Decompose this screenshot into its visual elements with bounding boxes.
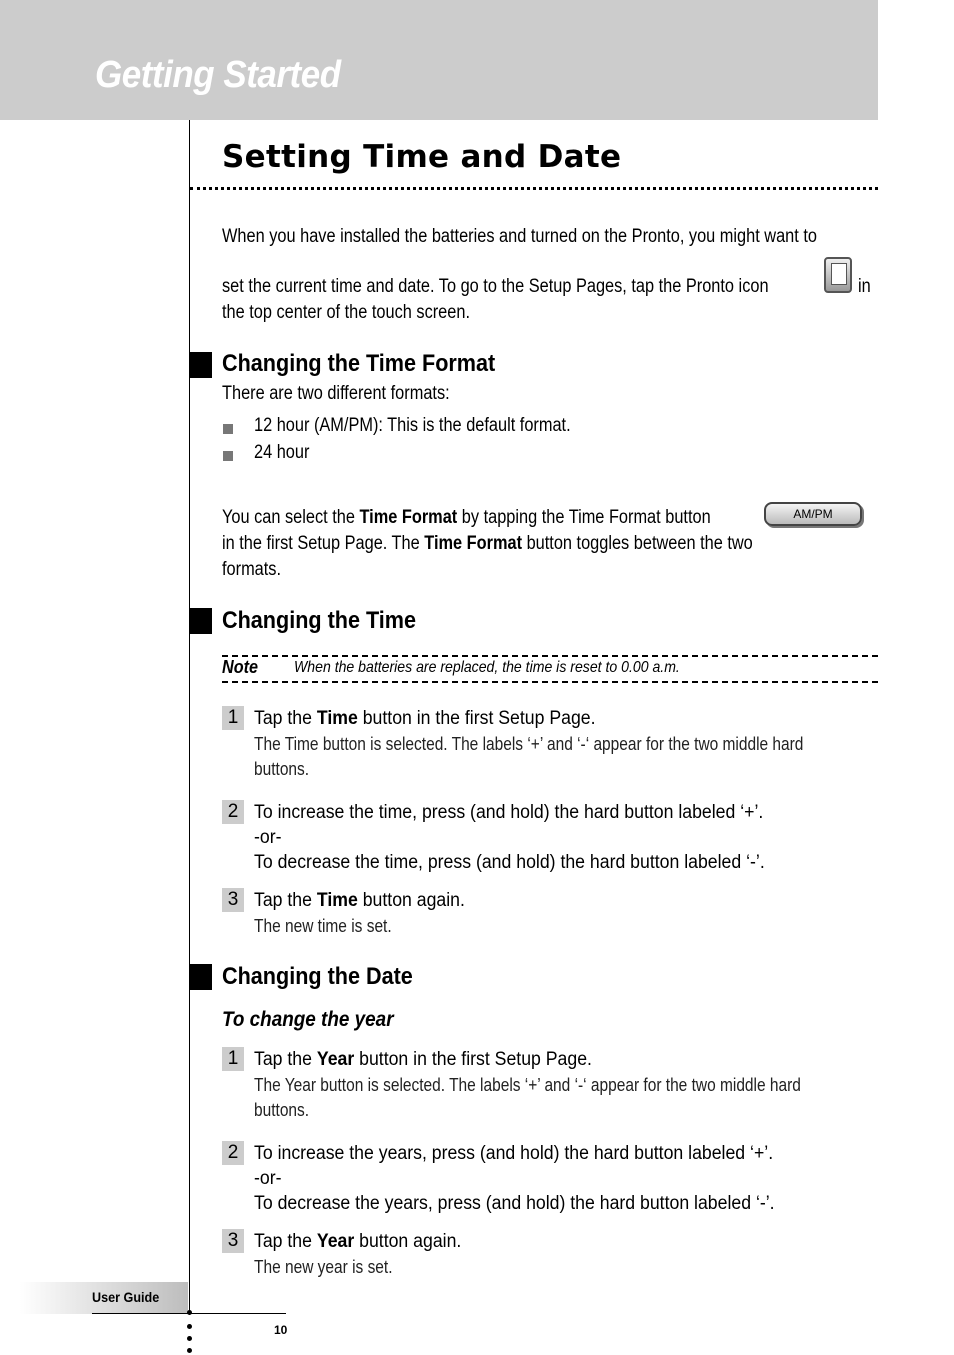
step-number: 1: [222, 1047, 244, 1071]
text: in the first Setup Page. The: [222, 533, 425, 554]
text: button in the first Setup Page.: [354, 1049, 592, 1070]
format-lead: There are two different formats:: [222, 383, 450, 404]
text: Tap the: [254, 890, 317, 911]
dot-ornament: [187, 1310, 192, 1315]
bold-term: Time: [316, 708, 358, 729]
step-number: 2: [222, 1141, 244, 1165]
title-divider: [190, 187, 878, 190]
pronto-icon: [824, 257, 852, 293]
bullet-icon: [223, 424, 233, 434]
subsection-title: To change the year: [222, 1008, 394, 1031]
dot-ornament: [187, 1348, 192, 1353]
note-text: When the batteries are replaced, the time is reset to 0.00 a.m.: [294, 659, 680, 676]
footer-label: User Guide: [92, 1289, 160, 1305]
dot-ornament: [187, 1336, 192, 1341]
text: by tapping the Time Format button: [457, 507, 711, 528]
step-number: 3: [222, 888, 244, 912]
bold-term: Time: [316, 890, 358, 911]
chapter-title: Getting Started: [95, 54, 341, 96]
text: button toggles between the two: [522, 533, 753, 554]
text: You can select the: [222, 507, 360, 528]
step-instruction: To increase the years, press (and hold) the hard button labeled ‘+’.: [254, 1143, 774, 1164]
note-divider-top: [222, 655, 878, 657]
step-result: The Year button is selected. The labels ‘+’ and ‘-‘ appear for the two middle hard buttons.: [254, 1075, 801, 1120]
intro-line-2-end: in: [858, 276, 871, 297]
step-instruction: To decrease the years, press (and hold) the hard button labeled ‘-’.: [254, 1193, 775, 1214]
section-title-time: Changing the Time: [222, 607, 417, 634]
step-instruction: To decrease the time, press (and hold) the hard button labeled ‘-’.: [254, 852, 765, 873]
intro-line-2: set the current time and date. To go to the Setup Pages, tap the Pronto icon: [222, 276, 769, 297]
step-number: 2: [222, 800, 244, 824]
text: Tap the: [254, 708, 317, 729]
bold-term: Year: [316, 1231, 355, 1252]
text: button in the first Setup Page.: [357, 708, 596, 729]
page-number: 10: [274, 1323, 288, 1337]
bold-term: Time Format: [424, 533, 523, 554]
section-marker: [190, 608, 212, 634]
note-divider-bottom: [222, 681, 878, 683]
bold-term: Time Format: [359, 507, 458, 528]
page-title: Setting Time and Date: [222, 139, 622, 175]
step-number: 3: [222, 1229, 244, 1253]
text: Tap the: [254, 1231, 317, 1252]
note-label: Note: [222, 657, 258, 677]
format-para-line-2: [222, 531, 876, 557]
section-title-date: Changing the Date: [222, 963, 413, 990]
vertical-rule: [189, 120, 190, 1315]
text: button again.: [354, 1231, 462, 1252]
ampm-button-icon: AM/PM: [764, 502, 862, 526]
text: button again.: [357, 890, 465, 911]
bold-term: Year: [316, 1049, 355, 1070]
dot-ornament: [187, 1324, 192, 1329]
bullet-item: 12 hour (AM/PM): This is the default format.: [254, 415, 571, 436]
step-instruction: [254, 888, 465, 913]
step-or: -or-: [254, 1168, 282, 1189]
step-instruction: [254, 1229, 461, 1254]
step-result: The new time is set.: [254, 916, 392, 936]
step-result: The Time button is selected. The labels ‘+’ and ‘-‘ appear for the two middle hard buttons.: [254, 734, 804, 779]
step-or: -or-: [254, 827, 282, 848]
intro-line-3: the top center of the touch screen.: [222, 302, 470, 323]
step-instruction: To increase the time, press (and hold) the hard button labeled ‘+’.: [254, 802, 764, 823]
section-marker: [190, 964, 212, 990]
bullet-icon: [223, 451, 233, 461]
section-marker: [190, 352, 212, 378]
format-para-line-3: formats.: [222, 559, 282, 580]
bullet-item: 24 hour: [254, 442, 310, 463]
intro-line-1: When you have installed the batteries and turned on the Pronto, you might want to: [222, 226, 817, 247]
step-number: 1: [222, 706, 244, 730]
section-title-time-format: Changing the Time Format: [222, 350, 496, 377]
step-result: The new year is set.: [254, 1257, 393, 1277]
text: Tap the: [254, 1049, 317, 1070]
step-instruction: [254, 1047, 592, 1072]
step-instruction: [254, 706, 596, 731]
